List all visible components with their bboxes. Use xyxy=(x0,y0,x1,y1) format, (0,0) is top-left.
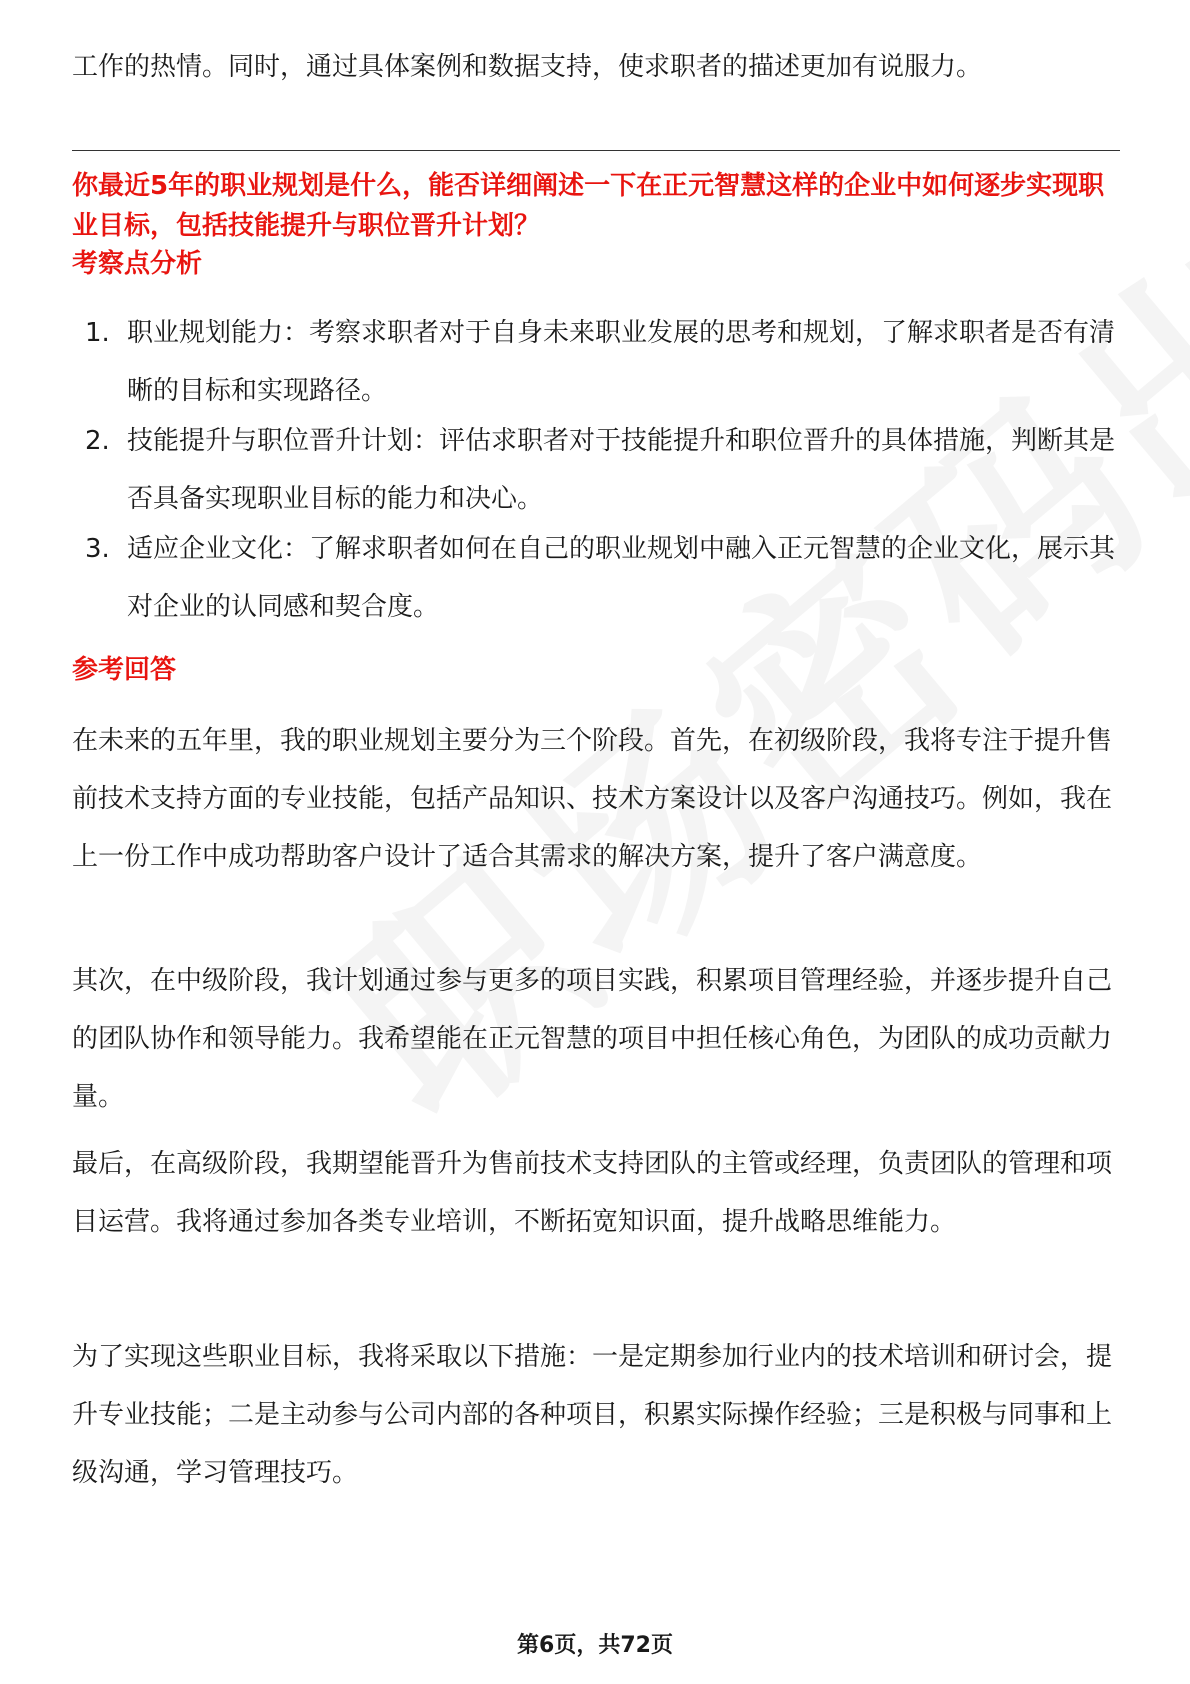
list-text: 职业规划能力：考察求职者对于自身未来职业发展的思考和规划，了解求职者是否有清晰的目标和实现路径。 xyxy=(127,318,1116,406)
list-number: 3. xyxy=(85,534,110,564)
interview-question: 你最近5年的职业规划是什么，能否详细阐述一下在正元智慧这样的企业中如何逐步实现职业目标，包括技能提升与职位晋升计划？ xyxy=(72,171,1105,241)
list-text: 技能提升与职位晋升计划：评估求职者对于技能提升和职位晋升的具体措施，判断其是否具备实现职业目标的能力和决心。 xyxy=(127,426,1116,514)
analysis-item-1 xyxy=(85,304,1120,420)
analysis-item-2 xyxy=(85,412,1120,528)
continued-paragraph: 工作的热情。同时，通过具体案例和数据支持，使求职者的描述更加有说服力。 xyxy=(72,52,983,82)
answer-paragraph-4: 为了实现这些职业目标，我将采取以下措施：一是定期参加行业内的技术培训和研讨会，提升专业技能；二是主动参与公司内部的各种项目，积累实际操作经验；三是积极与同事和上级沟通，学习管理技巧。 xyxy=(72,1342,1113,1488)
analysis-heading: 考察点分析 xyxy=(72,249,203,279)
list-number: 2. xyxy=(85,426,110,456)
list-number: 1. xyxy=(85,318,110,348)
answer-paragraph-1: 在未来的五年里，我的职业规划主要分为三个阶段。首先，在初级阶段，我将专注于提升售前技术支持方面的专业技能，包括产品知识、技术方案设计以及客户沟通技巧。例如，我在上一份工作中成功帮助客户设计了适合其需求的解决方案，提升了客户满意度。 xyxy=(72,726,1113,872)
section-divider xyxy=(72,150,1120,151)
page-number: 第6页，共72页 xyxy=(517,1633,673,1658)
analysis-item-3 xyxy=(85,520,1120,636)
answer-heading: 参考回答 xyxy=(72,655,177,685)
answer-paragraph-3: 最后，在高级阶段，我期望能晋升为售前技术支持团队的主管或经理，负责团队的管理和项目运营。我将通过参加各类专业培训，不断拓宽知识面，提升战略思维能力。 xyxy=(72,1149,1113,1237)
list-text: 适应企业文化：了解求职者如何在自己的职业规划中融入正元智慧的企业文化，展示其对企业的认同感和契合度。 xyxy=(127,534,1116,622)
answer-paragraph-2: 其次，在中级阶段，我计划通过参与更多的项目实践，积累项目管理经验，并逐步提升自己的团队协作和领导能力。我希望能在正元智慧的项目中担任核心角色，为团队的成功贡献力量。 xyxy=(72,966,1113,1112)
